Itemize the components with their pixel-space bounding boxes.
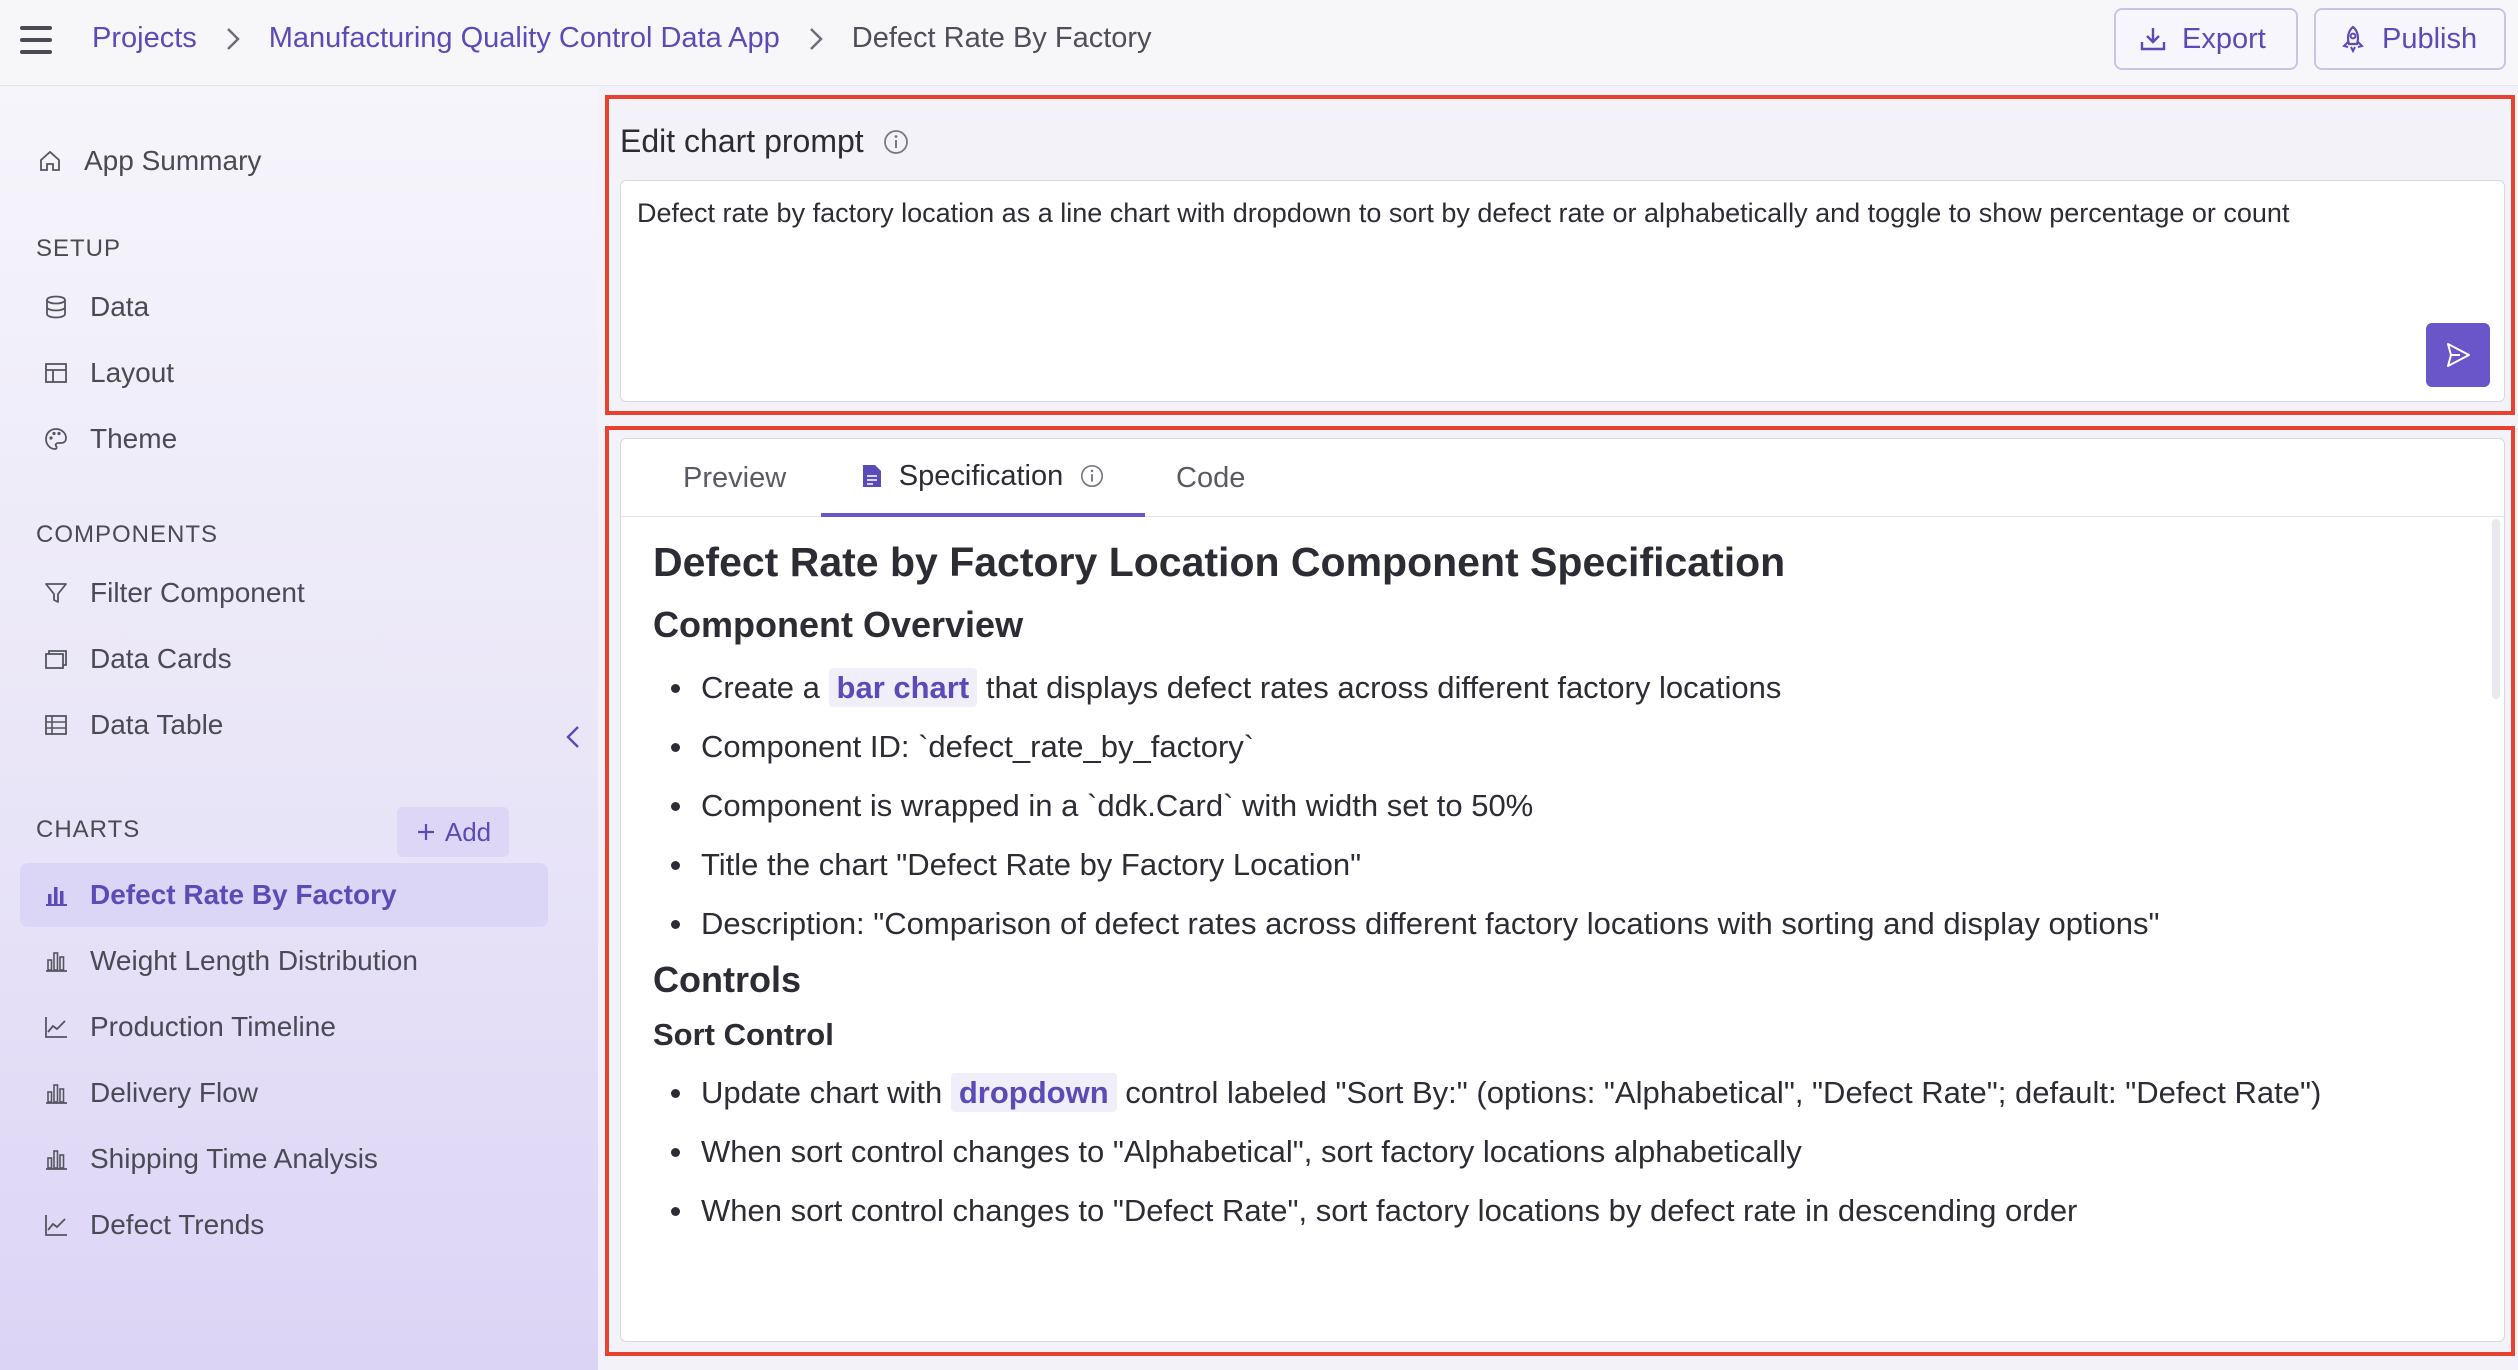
layout-icon bbox=[42, 359, 70, 387]
list-item: When sort control changes to "Defect Rate", sort factory locations by defect rate in descending order bbox=[667, 1185, 2473, 1236]
sidebar-item-weight-length-distribution[interactable] bbox=[20, 929, 548, 993]
collapse-sidebar-button[interactable] bbox=[558, 717, 588, 757]
sidebar-item-label: Weight Length Distribution bbox=[90, 945, 418, 976]
sidebar-item-label: Data Cards bbox=[90, 643, 232, 674]
tab-code[interactable]: Code bbox=[1176, 461, 1246, 494]
sidebar-item-defect-trends[interactable] bbox=[20, 1193, 548, 1257]
bullet-text: Update chart with bbox=[701, 1075, 943, 1110]
bullet-text: that displays defect rates across different factory locations bbox=[985, 670, 1782, 705]
sort-heading: Sort Control bbox=[653, 1017, 834, 1052]
list-item: Description: "Comparison of defect rates across different factory locations with sorting and display options" bbox=[667, 898, 2473, 949]
sidebar-item-delivery-flow[interactable] bbox=[20, 1061, 548, 1125]
breadcrumb-app[interactable]: Manufacturing Quality Control Data App bbox=[268, 22, 780, 54]
home-icon bbox=[36, 147, 64, 175]
overview-heading: Component Overview bbox=[653, 604, 1024, 645]
sidebar-item-data-table[interactable] bbox=[20, 693, 548, 757]
sidebar-item-label: Delivery Flow bbox=[90, 1077, 259, 1108]
controls-heading: Controls bbox=[653, 959, 801, 1000]
bar-chart-icon bbox=[42, 947, 70, 975]
bullet-text: Create a bbox=[701, 670, 820, 705]
tab-label: Specification bbox=[898, 459, 1064, 492]
publish-button[interactable] bbox=[2314, 8, 2506, 70]
filter-icon bbox=[42, 579, 70, 607]
sidebar-item-app-summary[interactable] bbox=[20, 129, 548, 193]
sidebar-item-label: Production Timeline bbox=[90, 1011, 336, 1042]
top-bar bbox=[0, 0, 2518, 86]
sidebar-item-label: Theme bbox=[90, 423, 178, 454]
plus-icon bbox=[415, 821, 437, 843]
sidebar-item-theme[interactable] bbox=[20, 407, 548, 471]
highlight-frame-spec bbox=[605, 426, 2515, 1356]
rocket-icon bbox=[2338, 24, 2368, 54]
sidebar-item-label: Data Table bbox=[90, 709, 224, 740]
sidebar-item-production-timeline[interactable] bbox=[20, 995, 548, 1059]
breadcrumb-current: Defect Rate By Factory bbox=[851, 22, 1152, 54]
sidebar-item-data[interactable] bbox=[20, 275, 548, 339]
list-item: Component is wrapped in a `ddk.Card` with width set to 50% bbox=[667, 780, 2473, 831]
publish-label: Publish bbox=[2382, 22, 2478, 55]
list-item: Component ID: `defect_rate_by_factory` bbox=[667, 721, 2473, 772]
list-item: Title the chart "Defect Rate by Factory Location" bbox=[667, 839, 2473, 890]
bar-chart-icon bbox=[42, 1079, 70, 1107]
section-title-components: COMPONENTS bbox=[36, 521, 219, 548]
sidebar-item-label: Defect Rate By Factory bbox=[90, 879, 397, 910]
prompt-label: Edit chart prompt bbox=[620, 123, 864, 159]
control-type-tag: dropdown bbox=[951, 1073, 1117, 1112]
section-title-charts: CHARTS bbox=[36, 816, 141, 843]
sidebar-item-label: Filter Component bbox=[90, 577, 305, 608]
line-chart-icon bbox=[42, 1013, 70, 1041]
bar-chart-icon bbox=[42, 1145, 70, 1173]
chevron-left-icon bbox=[565, 724, 581, 750]
table-icon bbox=[42, 711, 70, 739]
list-item: When sort control changes to "Alphabetical", sort factory locations alphabetically bbox=[667, 1126, 2473, 1177]
breadcrumb-projects[interactable]: Projects bbox=[92, 22, 197, 54]
sidebar bbox=[0, 87, 598, 1370]
database-icon bbox=[42, 293, 70, 321]
section-title-setup: SETUP bbox=[36, 235, 122, 262]
tab-preview[interactable]: Preview bbox=[683, 461, 787, 494]
download-icon bbox=[2138, 24, 2168, 54]
sidebar-item-filter-component[interactable] bbox=[20, 561, 548, 625]
line-chart-icon bbox=[42, 1211, 70, 1239]
cards-icon bbox=[42, 645, 70, 673]
sidebar-item-label: Shipping Time Analysis bbox=[90, 1143, 378, 1174]
sidebar-item-data-cards[interactable] bbox=[20, 627, 548, 691]
chart-type-tag: bar chart bbox=[829, 668, 978, 707]
sidebar-item-shipping-time-analysis[interactable] bbox=[20, 1127, 548, 1191]
prompt-text: Defect rate by factory location as a line chart with dropdown to sort by defect rate or alphabetically and toggle to show percentage or count bbox=[637, 198, 2290, 228]
breadcrumb bbox=[92, 22, 1152, 55]
sidebar-item-label: Defect Trends bbox=[90, 1209, 265, 1240]
add-label: Add bbox=[444, 816, 492, 847]
export-label: Export bbox=[2182, 22, 2266, 55]
sidebar-item-label: Data bbox=[90, 291, 150, 322]
add-chart-button[interactable] bbox=[397, 807, 509, 857]
sidebar-item-label: App Summary bbox=[84, 145, 262, 176]
chevron-right-icon bbox=[225, 26, 241, 52]
menu-icon[interactable] bbox=[20, 26, 52, 54]
sidebar-item-layout[interactable] bbox=[20, 341, 548, 405]
sidebar-item-defect-rate-by-factory[interactable] bbox=[20, 863, 548, 927]
chevron-right-icon bbox=[808, 26, 824, 52]
export-button[interactable] bbox=[2114, 8, 2298, 70]
sidebar-item-label: Layout bbox=[90, 357, 175, 388]
palette-icon bbox=[42, 425, 70, 453]
highlight-frame-prompt bbox=[605, 95, 2515, 415]
spec-title: Defect Rate by Factory Location Component Specification bbox=[653, 539, 1786, 585]
bullet-text: control labeled "Sort By:" (options: "Alphabetical", "Defect Rate"; default: "Defect Rate") bbox=[1125, 1075, 2322, 1110]
bar-chart-icon bbox=[42, 881, 70, 909]
